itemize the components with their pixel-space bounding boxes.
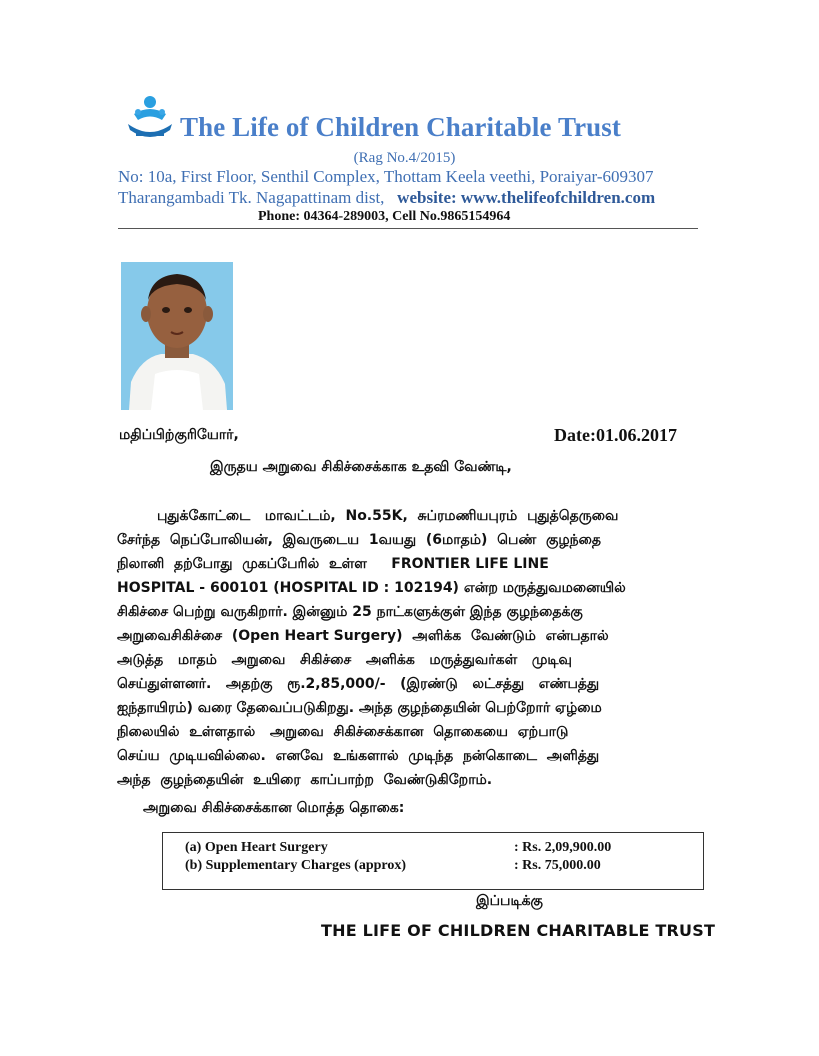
- cost-amount: : Rs. 2,09,900.00: [514, 840, 612, 855]
- body-line: சிகிச்சை பெற்று வருகிறார். இன்னும் 25 நாட்களுக்குள் இந்த குழந்தைக்கு: [117, 604, 583, 620]
- address-line-2: [118, 188, 655, 208]
- closing-text: இப்படிக்கு: [476, 893, 543, 909]
- body-line: HOSPITAL - 600101 (HOSPITAL ID : 102194) என்ற மருத்துவமனையில்: [117, 580, 626, 596]
- phone-number: Phone: 04364-289003, Cell No.9865154964: [258, 209, 511, 224]
- body-line: நிலையில் உள்ளதால் அறுவை சிகிச்சைக்கான தொகையை ஏற்பாடு: [117, 724, 569, 740]
- body-line: அறுவைசிகிச்சை (Open Heart Surgery) அளிக்க வேண்டும் என்பதால்: [117, 628, 609, 644]
- website-link[interactable]: website: www.thelifeofchildren.com: [397, 188, 656, 207]
- body-line: சேர்ந்த நெப்போலியன், இவருடைய 1வயது (6மாதம்) பெண் குழந்தை: [117, 532, 601, 548]
- cost-row: [185, 840, 328, 856]
- address-district: Tharangambadi Tk. Nagapattinam dist,: [118, 188, 385, 207]
- address-line-1: No: 10a, First Floor, Senthil Complex, Thottam Keela veethi, Poraiyar-609307: [118, 167, 654, 186]
- letter-subject: இருதய அறுவை சிகிச்சைக்காக உதவி வேண்டி,: [210, 459, 512, 475]
- body-line: புதுக்கோட்டை மாவட்டம், No.55K, சுப்ரமணியபுரம் புதுத்தெருவை: [157, 508, 619, 524]
- body-line: செய்ய முடியவில்லை. எனவே உங்களால் முடிந்த நன்கொடை அளித்து: [117, 748, 600, 764]
- body-line: அந்த குழந்தையின் உயிரை காப்பாற்ற வேண்டுகிறோம்.: [117, 772, 493, 788]
- body-line: செய்துள்ளனர். அதற்கு ரூ.2,85,000/- (இரண்டு லட்சத்து எண்பத்து: [117, 676, 600, 692]
- cost-label: (a) Open Heart Surgery: [185, 840, 328, 855]
- salutation: மதிப்பிற்குரியோர்,: [119, 427, 239, 443]
- cost-row: [185, 858, 406, 874]
- cost-amount: : Rs. 75,000.00: [514, 858, 601, 873]
- org-name: The Life of Children Charitable Trust: [180, 112, 621, 142]
- child-photo: [121, 262, 233, 410]
- header-divider: [118, 228, 698, 229]
- trust-logo: [124, 94, 176, 140]
- signature-trust-name: THE LIFE OF CHILDREN CHARITABLE TRUST: [321, 921, 716, 940]
- cost-label: (b) Supplementary Charges (approx): [185, 858, 407, 873]
- body-line: நிலானி தற்போது முகப்பேரில் உள்ள FRONTIER LIFE LINE: [117, 556, 549, 572]
- total-amount-heading: அறுவை சிகிச்சைக்கான மொத்த தொகை:: [143, 800, 405, 816]
- body-line: ஐந்தாயிரம்) வரை தேவைப்படுகிறது. அந்த குழந்தையின் பெற்றோர் ஏழ்மை: [117, 700, 602, 716]
- registration-number: (Rag No.4/2015): [353, 150, 456, 166]
- body-line: அடுத்த மாதம் அறுவை சிகிச்சை அளிக்க மருத்துவர்கள் முடிவு: [117, 652, 572, 668]
- letter-date: Date:01.06.2017: [554, 425, 677, 445]
